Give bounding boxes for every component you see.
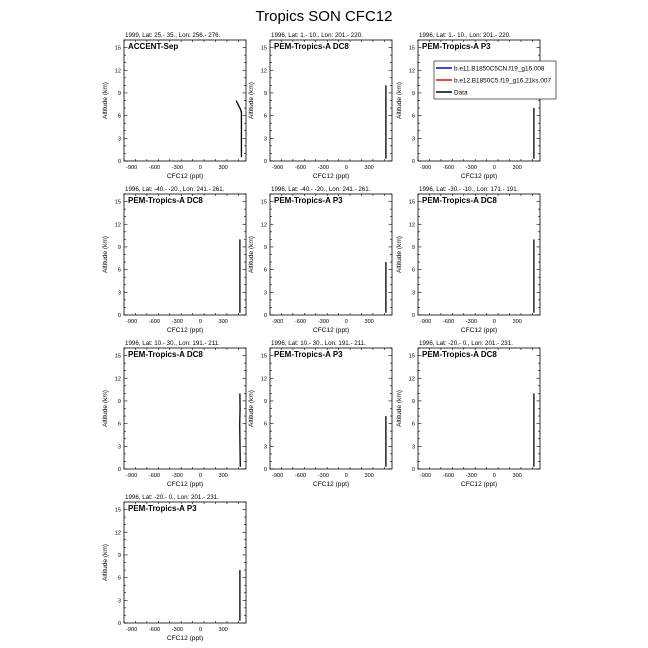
y-tick-label: 12 <box>408 222 415 229</box>
y-tick-label: 0 <box>263 467 267 473</box>
x-tick-label: -300 <box>171 319 183 325</box>
y-tick-label: 0 <box>117 621 121 627</box>
x-tick-label: -300 <box>317 165 329 171</box>
panel-header: 1996, Lat: -20.- 0., Lon: 201.- 231. <box>125 494 219 501</box>
y-tick-label: 3 <box>263 136 267 143</box>
y-tick-label: 3 <box>411 444 415 451</box>
panel-header: 1996, Lat: -40.- -20., Lon: 241.- 261. <box>271 186 371 193</box>
x-tick-label: 0 <box>198 319 202 325</box>
y-tick-label: 9 <box>117 398 121 405</box>
x-tick-label: -600 <box>294 473 307 479</box>
y-tick-label: 0 <box>263 313 267 319</box>
x-axis-title: CFC12 (ppt) <box>312 173 350 180</box>
x-tick-label: -300 <box>171 473 183 479</box>
y-tick-label: 9 <box>117 90 121 97</box>
x-tick-label: -900 <box>272 165 284 171</box>
x-axis-title: CFC12 (ppt) <box>166 635 204 642</box>
y-tick-label: 15 <box>260 353 267 360</box>
x-tick-label: -900 <box>126 319 138 325</box>
y-tick-label: 9 <box>263 398 267 405</box>
panel-label: PEM-Tropics-A P3 <box>422 42 491 51</box>
y-tick-label: 9 <box>117 244 121 251</box>
y-tick-label: 9 <box>411 398 415 405</box>
x-tick-label: -900 <box>420 473 432 479</box>
y-tick-label: 12 <box>114 376 121 383</box>
y-axis-title: Altitude (km) <box>102 543 109 582</box>
y-tick-label: 3 <box>117 290 121 297</box>
y-tick-label: 15 <box>114 199 121 206</box>
panel-label: PEM-Tropics-A DC8 <box>422 350 497 359</box>
plot-frame <box>270 348 392 469</box>
y-tick-label: 12 <box>260 68 267 75</box>
y-tick-label: 9 <box>117 552 121 559</box>
y-tick-label: 12 <box>260 376 267 383</box>
x-tick-label: -900 <box>126 473 138 479</box>
panel-header: 1996, Lat: 1.- 10., Lon: 201.- 220. <box>419 32 511 39</box>
x-tick-label: 0 <box>344 319 348 325</box>
y-tick-label: 9 <box>411 244 415 251</box>
y-tick-label: 0 <box>117 159 121 165</box>
data-profile-line <box>240 393 241 466</box>
plot-frame <box>270 194 392 315</box>
x-axis-title: CFC12 (ppt) <box>460 173 498 180</box>
x-tick-label: -300 <box>465 319 477 325</box>
y-axis-title: Altitude (km) <box>396 389 403 428</box>
panel-label: PEM-Tropics-A DC8 <box>274 42 349 51</box>
y-axis-title: Altitude (km) <box>102 235 109 274</box>
x-tick-label: 300 <box>364 319 374 325</box>
x-tick-label: 300 <box>218 165 228 171</box>
x-tick-label: -600 <box>294 319 307 325</box>
x-tick-label: -600 <box>442 165 455 171</box>
x-tick-label: 300 <box>218 627 228 633</box>
x-axis-title: CFC12 (ppt) <box>166 481 204 488</box>
x-tick-label: -900 <box>272 319 284 325</box>
chart-panel-6 <box>396 186 540 334</box>
y-axis-title: Altitude (km) <box>248 235 255 274</box>
legend <box>434 61 556 99</box>
y-tick-label: 9 <box>263 244 267 251</box>
y-tick-label: 6 <box>411 113 415 120</box>
x-tick-label: 0 <box>198 165 202 171</box>
x-tick-label: -600 <box>294 165 307 171</box>
y-tick-label: 9 <box>411 90 415 97</box>
panel-header: 1996, Lat: 10.- 30., Lon: 191.- 211. <box>125 340 220 347</box>
x-tick-label: -600 <box>148 627 161 633</box>
y-tick-label: 6 <box>263 421 267 428</box>
x-tick-label: 0 <box>198 627 202 633</box>
x-tick-label: 0 <box>492 319 496 325</box>
x-axis-title: CFC12 (ppt) <box>166 327 204 334</box>
y-tick-label: 12 <box>408 68 415 75</box>
y-tick-label: 0 <box>117 467 121 473</box>
plot-frame <box>124 502 246 623</box>
y-tick-label: 3 <box>117 598 121 605</box>
x-tick-label: 300 <box>512 165 522 171</box>
chart-panel-9 <box>396 340 540 488</box>
y-tick-label: 15 <box>114 353 121 360</box>
x-tick-label: -600 <box>148 473 161 479</box>
chart-panel-10 <box>102 494 246 642</box>
x-tick-label: -900 <box>420 319 432 325</box>
x-tick-label: 300 <box>218 319 228 325</box>
y-tick-label: 0 <box>117 313 121 319</box>
x-tick-label: -300 <box>465 473 477 479</box>
x-tick-label: -300 <box>317 473 329 479</box>
y-tick-label: 6 <box>263 113 267 120</box>
y-tick-label: 6 <box>411 421 415 428</box>
panel-label: PEM-Tropics-A P3 <box>274 196 343 205</box>
x-tick-label: 300 <box>364 473 374 479</box>
panel-label: PEM-Tropics-A DC8 <box>422 196 497 205</box>
x-tick-label: 0 <box>344 473 348 479</box>
y-tick-label: 12 <box>114 222 121 229</box>
y-tick-label: 6 <box>117 267 121 274</box>
chart-panel-7 <box>102 340 246 488</box>
legend-entry-label: Data <box>454 89 468 97</box>
x-tick-label: -900 <box>420 165 432 171</box>
y-tick-label: 12 <box>114 530 121 537</box>
panel-header: 1996, Lat: -30.- -10., Lon: 171.- 191. <box>419 186 519 193</box>
chart-panel-2 <box>248 32 392 180</box>
x-tick-label: 0 <box>492 165 496 171</box>
x-tick-label: 0 <box>492 473 496 479</box>
x-axis-title: CFC12 (ppt) <box>166 173 204 180</box>
y-axis-title: Altitude (km) <box>102 389 109 428</box>
y-axis-title: Altitude (km) <box>396 81 403 120</box>
panel-label: PEM-Tropics-A DC8 <box>128 196 203 205</box>
y-axis-title: Altitude (km) <box>248 389 255 428</box>
y-tick-label: 6 <box>117 113 121 120</box>
y-tick-label: 9 <box>263 90 267 97</box>
y-axis-title: Altitude (km) <box>102 81 109 120</box>
panel-header: 1996, Lat: -20.- 0., Lon: 201.- 231. <box>419 340 513 347</box>
y-tick-label: 3 <box>263 444 267 451</box>
panel-header: 1996, Lat: -40.- -20., Lon: 241.- 261. <box>125 186 225 193</box>
y-tick-label: 0 <box>411 159 415 165</box>
y-tick-label: 15 <box>114 507 121 514</box>
legend-entry-label: b.e12.B1850C5.f19_g16.21ks.007 <box>454 77 552 85</box>
plot-frame <box>270 40 392 161</box>
plot-frame <box>418 194 540 315</box>
x-tick-label: -600 <box>442 319 455 325</box>
panel-header: 1999, Lat: 25.- 35., Lon: 256.- 276. <box>125 32 221 39</box>
y-tick-label: 6 <box>411 267 415 274</box>
x-tick-label: 0 <box>344 165 348 171</box>
chart-panel-3 <box>396 32 540 180</box>
y-tick-label: 15 <box>114 45 121 52</box>
y-tick-label: 12 <box>408 376 415 383</box>
panel-header: 1996, Lat: 1.- 10., Lon: 201.- 220. <box>271 32 363 39</box>
x-tick-label: 0 <box>198 473 202 479</box>
y-tick-label: 0 <box>263 159 267 165</box>
plot-frame <box>124 348 246 469</box>
plot-frame <box>418 348 540 469</box>
panel-label: ACCENT-Sep <box>128 42 179 51</box>
chart-panel-4 <box>102 186 246 334</box>
plot-frame <box>124 194 246 315</box>
x-tick-label: -300 <box>171 627 183 633</box>
data-profile-line <box>236 101 241 158</box>
y-tick-label: 3 <box>117 444 121 451</box>
y-tick-label: 15 <box>260 199 267 206</box>
x-axis-title: CFC12 (ppt) <box>312 327 350 334</box>
y-axis-title: Altitude (km) <box>248 81 255 120</box>
x-tick-label: -900 <box>272 473 284 479</box>
y-tick-label: 15 <box>408 45 415 52</box>
y-tick-label: 6 <box>263 267 267 274</box>
y-tick-label: 12 <box>260 222 267 229</box>
legend-entry-label: b.e11.B1850C5CN.f19_g16.008 <box>454 65 545 73</box>
y-tick-label: 3 <box>263 290 267 297</box>
y-tick-label: 3 <box>411 290 415 297</box>
x-tick-label: -600 <box>148 165 161 171</box>
y-tick-label: 3 <box>117 136 121 143</box>
x-tick-label: 300 <box>218 473 228 479</box>
x-tick-label: -300 <box>317 319 329 325</box>
y-tick-label: 0 <box>411 467 415 473</box>
panel-label: PEM-Tropics-A P3 <box>274 350 343 359</box>
x-tick-label: -900 <box>126 165 138 171</box>
chart-panel-5 <box>248 186 392 334</box>
plot-frame <box>418 40 540 161</box>
y-tick-label: 15 <box>260 45 267 52</box>
panel-label: PEM-Tropics-A P3 <box>128 504 197 513</box>
y-tick-label: 6 <box>117 575 121 582</box>
panel-header: 1996, Lat: 10.- 30., Lon: 191.- 211. <box>271 340 366 347</box>
y-tick-label: 6 <box>117 421 121 428</box>
chart-panel-1 <box>102 32 246 180</box>
x-axis-title: CFC12 (ppt) <box>312 481 350 488</box>
y-tick-label: 12 <box>114 68 121 75</box>
x-tick-label: 300 <box>512 473 522 479</box>
x-axis-title: CFC12 (ppt) <box>460 327 498 334</box>
y-tick-label: 3 <box>411 136 415 143</box>
x-tick-label: -300 <box>465 165 477 171</box>
y-tick-label: 15 <box>408 199 415 206</box>
x-tick-label: -600 <box>442 473 455 479</box>
x-tick-label: 300 <box>512 319 522 325</box>
chart-panel-8 <box>248 340 392 488</box>
x-axis-title: CFC12 (ppt) <box>460 481 498 488</box>
y-tick-label: 0 <box>411 313 415 319</box>
figure-title: Tropics SON CFC12 <box>255 8 393 25</box>
plot-frame <box>124 40 246 161</box>
x-tick-label: 300 <box>364 165 374 171</box>
x-tick-label: -300 <box>171 165 183 171</box>
x-tick-label: -600 <box>148 319 161 325</box>
y-axis-title: Altitude (km) <box>396 235 403 274</box>
y-tick-label: 15 <box>408 353 415 360</box>
x-tick-label: -900 <box>126 627 138 633</box>
panel-label: PEM-Tropics-A DC8 <box>128 350 203 359</box>
